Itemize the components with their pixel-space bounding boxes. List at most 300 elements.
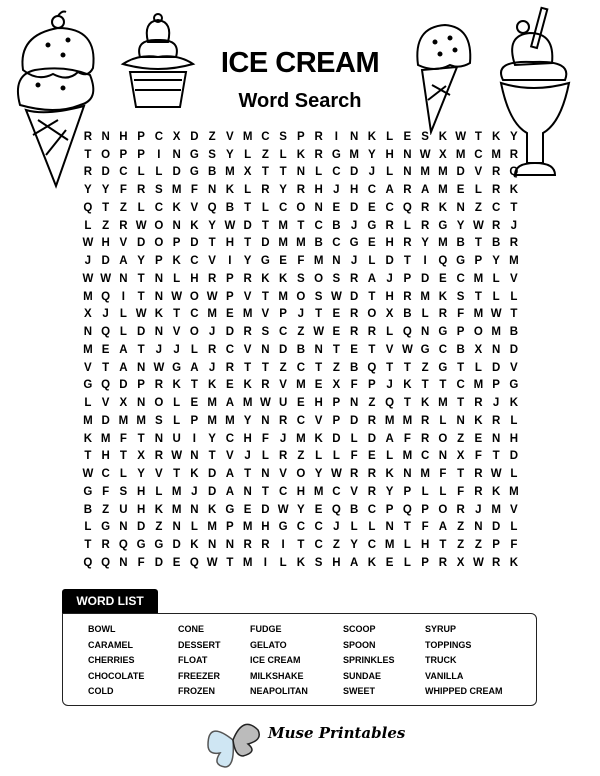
grid-letter: A xyxy=(190,361,199,374)
grid-letter: P xyxy=(297,130,305,143)
grid-letter: T xyxy=(261,485,269,498)
grid-letter: P xyxy=(137,130,145,143)
grid-letter: P xyxy=(492,379,500,392)
grid-letter: R xyxy=(403,290,412,303)
grid-letter: R xyxy=(207,343,217,356)
grid-letter: T xyxy=(474,130,482,143)
grid-letter: M xyxy=(491,326,501,339)
grid-letter: W xyxy=(171,450,183,463)
grid-letter: P xyxy=(403,485,412,498)
grid-letter: C xyxy=(225,343,235,356)
grid-letter: T xyxy=(173,308,181,321)
grid-letter: V xyxy=(226,450,234,463)
grid-letter: R xyxy=(491,184,501,197)
grid-letter: R xyxy=(420,201,430,214)
grid-letter: L xyxy=(386,326,394,339)
grid-letter: T xyxy=(368,290,376,303)
grid-letter: M xyxy=(296,432,306,445)
grid-letter: K xyxy=(491,485,501,498)
grid-letter: E xyxy=(314,379,323,392)
grid-letter: K xyxy=(243,379,252,392)
grid-letter: C xyxy=(296,521,306,534)
grid-letter: B xyxy=(332,219,341,232)
grid-letter: R xyxy=(420,219,430,232)
grid-letter: O xyxy=(154,397,164,410)
grid-letter: R xyxy=(83,166,93,179)
grid-letter: D xyxy=(261,503,270,516)
grid-letter: N xyxy=(314,343,323,356)
grid-letter: T xyxy=(102,201,110,214)
grid-letter: I xyxy=(228,255,232,268)
grid-letter: F xyxy=(510,539,518,552)
grid-letter: O xyxy=(314,272,324,285)
word-list-item: BOWL xyxy=(88,624,116,634)
grid-letter: E xyxy=(368,201,376,214)
grid-letter: G xyxy=(83,485,93,498)
grid-letter: Z xyxy=(297,326,305,339)
grid-letter: V xyxy=(208,255,216,268)
grid-letter: F xyxy=(119,432,127,445)
grid-letter: Q xyxy=(509,166,519,179)
grid-letter: N xyxy=(172,148,181,161)
logo-text: Muse Printables xyxy=(268,724,406,742)
grid-letter: Z xyxy=(119,201,127,214)
grid-letter: P xyxy=(456,326,465,339)
grid-letter: S xyxy=(279,130,287,143)
grid-letter: N xyxy=(349,130,359,143)
grid-letter: G xyxy=(420,343,430,356)
word-list-column xyxy=(178,622,221,700)
grid-letter: F xyxy=(474,450,482,463)
grid-letter: J xyxy=(84,255,92,268)
grid-letter: R xyxy=(278,414,288,427)
word-list-item: ICE CREAM xyxy=(250,655,301,665)
grid-letter: L xyxy=(190,521,198,534)
grid-letter: M xyxy=(278,290,288,303)
grid-letter: L xyxy=(510,414,518,427)
grid-letter: D xyxy=(278,343,288,356)
grid-letter: T xyxy=(244,201,252,214)
grid-letter: K xyxy=(172,255,181,268)
grid-letter: M xyxy=(349,148,359,161)
grid-letter: R xyxy=(438,308,448,321)
grid-letter: E xyxy=(368,450,376,463)
grid-letter: G xyxy=(101,521,111,534)
grid-letter: M xyxy=(242,521,253,534)
grid-letter: K xyxy=(172,379,181,392)
grid-letter: N xyxy=(207,184,217,197)
grid-letter: L xyxy=(492,272,500,285)
grid-letter: N xyxy=(491,432,501,445)
grid-letter: K xyxy=(225,184,235,197)
grid-letter: K xyxy=(154,308,164,321)
grid-letter: D xyxy=(172,166,181,179)
grid-letter: P xyxy=(492,539,500,552)
grid-letter: T xyxy=(403,361,411,374)
grid-letter: V xyxy=(510,503,518,516)
grid-letter: F xyxy=(261,432,269,445)
grid-letter: H xyxy=(101,237,110,250)
grid-letter: F xyxy=(421,521,429,534)
grid-letter: F xyxy=(403,432,411,445)
grid-letter: L xyxy=(84,219,92,232)
grid-letter: X xyxy=(456,556,465,569)
grid-letter: T xyxy=(457,468,465,481)
grid-letter: H xyxy=(420,539,430,552)
word-list-item: TRUCK xyxy=(425,655,457,665)
grid-letter: Y xyxy=(314,468,323,481)
grid-letter: K xyxy=(314,432,323,445)
grid-letter: V xyxy=(350,485,358,498)
grid-letter: E xyxy=(350,343,358,356)
grid-letter: D xyxy=(207,485,217,498)
word-list-item: WHIPPED CREAM xyxy=(425,686,503,696)
grid-letter: G xyxy=(438,326,448,339)
grid-letter: V xyxy=(314,414,323,427)
grid-letter: T xyxy=(137,272,145,285)
grid-letter: T xyxy=(510,201,518,214)
grid-letter: R xyxy=(349,308,359,321)
grid-letter: E xyxy=(332,201,341,214)
grid-letter: Q xyxy=(402,201,412,214)
grid-letter: C xyxy=(456,379,465,392)
grid-letter: E xyxy=(279,255,287,268)
grid-letter: G xyxy=(260,255,270,268)
grid-letter: T xyxy=(386,361,394,374)
word-list-item: CARAMEL xyxy=(88,639,133,650)
grid-letter: F xyxy=(119,184,127,197)
grid-letter: M xyxy=(455,148,466,161)
grid-letter: F xyxy=(297,255,305,268)
grid-letter: W xyxy=(490,468,502,481)
grid-letter: C xyxy=(278,201,288,214)
grid-letter: Y xyxy=(101,184,110,197)
grid-letter: P xyxy=(137,379,145,392)
grid-letter: I xyxy=(281,539,285,552)
grid-letter: M xyxy=(420,290,430,303)
grid-letter: L xyxy=(119,326,127,339)
word-list-item: TOPPINGS xyxy=(425,639,472,650)
grid-letter: Z xyxy=(457,539,465,552)
grid-letter: V xyxy=(385,343,394,356)
grid-letter: B xyxy=(456,237,465,250)
grid-letter: Q xyxy=(331,503,341,516)
grid-letter: T xyxy=(474,237,482,250)
word-list-item: FLOAT xyxy=(178,655,208,665)
grid-letter: R xyxy=(261,184,270,197)
grid-letter: Z xyxy=(474,539,482,552)
grid-letter: B xyxy=(83,503,93,516)
grid-letter: D xyxy=(243,219,252,232)
grid-letter: P xyxy=(474,255,483,268)
grid-letter: M xyxy=(296,237,306,250)
grid-letter: W xyxy=(472,556,484,569)
grid-letter: O xyxy=(296,290,306,303)
grid-letter: Y xyxy=(297,503,305,516)
grid-letter: M xyxy=(83,414,93,427)
grid-letter: R xyxy=(403,184,412,197)
grid-letter: R xyxy=(438,556,448,569)
grid-letter: I xyxy=(334,130,338,143)
grid-letter: T xyxy=(421,379,429,392)
grid-letter: L xyxy=(421,485,429,498)
grid-letter: Q xyxy=(385,397,395,410)
grid-letter: L xyxy=(279,556,287,569)
grid-letter: L xyxy=(261,450,269,463)
grid-letter: T xyxy=(190,379,198,392)
grid-letter: T xyxy=(403,521,411,534)
grid-letter: L xyxy=(386,130,394,143)
grid-letter: C xyxy=(190,255,199,268)
grid-letter: G xyxy=(438,219,448,232)
grid-letter: K xyxy=(296,148,306,161)
grid-letter: W xyxy=(472,219,484,232)
grid-letter: T xyxy=(474,290,482,303)
grid-letter: E xyxy=(403,130,412,143)
grid-letter: J xyxy=(208,361,216,374)
grid-letter: R xyxy=(314,148,323,161)
grid-letter: L xyxy=(119,308,127,321)
grid-letter: T xyxy=(84,148,92,161)
grid-letter: F xyxy=(350,379,358,392)
grid-letter: N xyxy=(225,539,235,552)
grid-letter: P xyxy=(137,148,145,161)
grid-letter: V xyxy=(119,237,128,250)
grid-letter: M xyxy=(136,414,146,427)
grid-letter: B xyxy=(349,503,359,516)
grid-letter: V xyxy=(155,468,163,481)
grid-letter: N xyxy=(136,397,146,410)
grid-letter: T xyxy=(84,450,92,463)
grid-letter: H xyxy=(101,450,110,463)
grid-letter: G xyxy=(225,503,235,516)
grid-letter: S xyxy=(456,290,465,303)
grid-letter: H xyxy=(332,556,341,569)
grid-letter: Y xyxy=(243,255,252,268)
grid-letter: D xyxy=(385,255,394,268)
grid-letter: M xyxy=(171,503,182,516)
grid-letter: K xyxy=(438,201,448,214)
grid-letter: R xyxy=(403,237,412,250)
grid-letter: W xyxy=(206,556,218,569)
grid-letter: B xyxy=(509,326,519,339)
grid-letter: Q xyxy=(101,556,111,569)
grid-letter: I xyxy=(423,255,427,268)
grid-letter: Y xyxy=(456,219,465,232)
grid-letter: L xyxy=(315,450,323,463)
grid-letter: L xyxy=(173,272,181,285)
grid-letter: N xyxy=(314,201,323,214)
grid-letter: J xyxy=(350,255,358,268)
grid-letter: C xyxy=(438,343,448,356)
grid-letter: N xyxy=(101,130,110,143)
grid-letter: V xyxy=(243,343,252,356)
grid-letter: C xyxy=(420,450,430,463)
grid-letter: T xyxy=(403,255,411,268)
grid-letter: W xyxy=(82,272,94,285)
grid-letter: O xyxy=(296,201,306,214)
grid-letter: K xyxy=(190,219,199,232)
grid-letter: X xyxy=(385,308,394,321)
grid-letter: W xyxy=(277,503,289,516)
grid-letter: N xyxy=(154,432,164,445)
grid-letter: R xyxy=(154,379,164,392)
grid-letter: P xyxy=(226,290,234,303)
grid-letter: B xyxy=(349,361,359,374)
grid-letter: K xyxy=(385,468,394,481)
grid-letter: Y xyxy=(84,184,92,197)
grid-letter: N xyxy=(119,521,128,534)
grid-letter: R xyxy=(474,397,483,410)
grid-letter: Q xyxy=(83,556,93,569)
grid-letter: A xyxy=(119,343,128,356)
grid-letter: R xyxy=(491,556,501,569)
grid-letter: M xyxy=(242,308,253,321)
grid-letter: C xyxy=(225,432,235,445)
grid-letter: W xyxy=(171,290,183,303)
grid-letter: E xyxy=(314,503,323,516)
grid-letter: X xyxy=(439,148,447,161)
grid-letter: D xyxy=(367,432,377,445)
grid-letter: U xyxy=(278,397,288,410)
grid-letter: R xyxy=(243,539,252,552)
grid-letter: L xyxy=(510,468,518,481)
grid-letter: L xyxy=(244,184,252,197)
grid-letter: E xyxy=(474,432,483,445)
grid-letter: M xyxy=(225,166,235,179)
grid-letter: E xyxy=(332,326,341,339)
grid-letter: T xyxy=(368,343,376,356)
grid-letter: T xyxy=(457,397,465,410)
grid-letter: D xyxy=(491,361,501,374)
grid-letter: O xyxy=(367,308,377,321)
grid-letter: K xyxy=(207,503,217,516)
grid-letter: O xyxy=(296,468,306,481)
grid-letter: M xyxy=(473,308,484,321)
grid-letter: T xyxy=(332,343,340,356)
grid-letter: G xyxy=(278,521,288,534)
grid-letter: M xyxy=(278,237,288,250)
grid-letter: J xyxy=(333,521,340,534)
grid-letter: Z xyxy=(102,503,110,516)
grid-letter: C xyxy=(101,468,110,481)
grid-letter: M xyxy=(207,397,217,410)
grid-letter: P xyxy=(279,308,287,321)
grid-letter: T xyxy=(297,219,305,232)
grid-letter: G xyxy=(367,219,377,232)
grid-letter: K xyxy=(207,379,217,392)
grid-letter: G xyxy=(172,361,182,374)
grid-letter: Q xyxy=(101,290,111,303)
grid-letter: P xyxy=(332,397,341,410)
grid-letter: V xyxy=(279,379,287,392)
grid-letter: M xyxy=(438,166,448,179)
grid-letter: V xyxy=(279,468,287,481)
grid-letter: H xyxy=(136,485,146,498)
word-list-label: WORD LIST xyxy=(62,589,158,614)
grid-letter: M xyxy=(207,414,217,427)
grid-letter: Q xyxy=(402,326,412,339)
grid-letter: V xyxy=(261,308,270,321)
grid-letter: Y xyxy=(137,468,145,481)
grid-letter: A xyxy=(438,521,448,534)
grid-letter: K xyxy=(278,272,288,285)
grid-letter: L xyxy=(84,521,92,534)
grid-letter: N xyxy=(474,521,483,534)
grid-letter: N xyxy=(403,468,412,481)
grid-letter: J xyxy=(386,272,393,285)
grid-letter: W xyxy=(224,219,236,232)
grid-letter: D xyxy=(225,326,235,339)
grid-letter: M xyxy=(118,414,129,427)
grid-letter: T xyxy=(510,308,518,321)
grid-letter: A xyxy=(225,397,235,410)
grid-letter: W xyxy=(135,308,147,321)
grid-letter: M xyxy=(278,219,288,232)
grid-letter: P xyxy=(226,521,234,534)
grid-letter: E xyxy=(385,556,394,569)
word-list-item: GELATO xyxy=(250,639,287,650)
word-list-item: SCOOP xyxy=(343,624,376,634)
grid-letter: E xyxy=(101,343,110,356)
grid-letter: M xyxy=(491,503,501,516)
grid-letter: K xyxy=(154,503,164,516)
grid-letter: R xyxy=(491,219,501,232)
grid-letter: M xyxy=(242,397,253,410)
grid-letter: R xyxy=(83,130,93,143)
grid-letter: N xyxy=(261,414,270,427)
grid-letter: B xyxy=(296,343,306,356)
grid-letter: V xyxy=(243,290,252,303)
grid-letter: S xyxy=(314,290,323,303)
grid-letter: R xyxy=(474,485,483,498)
grid-letter: N xyxy=(154,272,164,285)
grid-letter: F xyxy=(457,308,465,321)
grid-letter: Z xyxy=(208,130,216,143)
grid-letter: R xyxy=(207,272,217,285)
grid-letter: L xyxy=(350,432,358,445)
grid-letter: W xyxy=(206,290,218,303)
word-list-item: NEAPOLITAN xyxy=(250,686,308,696)
grid-letter: T xyxy=(244,361,252,374)
grid-letter: E xyxy=(456,184,465,197)
grid-letter: C xyxy=(367,539,377,552)
grid-letter: M xyxy=(420,468,430,481)
grid-letter: Q xyxy=(207,201,217,214)
grid-letter: I xyxy=(263,556,267,569)
grid-letter: G xyxy=(189,166,199,179)
grid-letter: R xyxy=(509,237,519,250)
grid-letter: R xyxy=(314,130,323,143)
grid-letter: Y xyxy=(208,432,216,445)
grid-letter: D xyxy=(509,450,519,463)
grid-letter: Y xyxy=(243,414,252,427)
grid-letter: T xyxy=(137,432,145,445)
grid-letter: X xyxy=(332,379,341,392)
word-list-item: CONE xyxy=(178,624,205,634)
grid-letter: H xyxy=(385,237,394,250)
grid-letter: R xyxy=(349,326,359,339)
grid-letter: P xyxy=(385,503,394,516)
grid-letter: M xyxy=(491,148,501,161)
grid-letter: N xyxy=(136,361,146,374)
grid-letter: N xyxy=(190,503,199,516)
grid-letter: R xyxy=(261,379,270,392)
grid-letter: M xyxy=(438,397,448,410)
grid-letter: M xyxy=(384,414,395,427)
grid-letter: K xyxy=(296,556,306,569)
grid-letter: L xyxy=(332,450,340,463)
